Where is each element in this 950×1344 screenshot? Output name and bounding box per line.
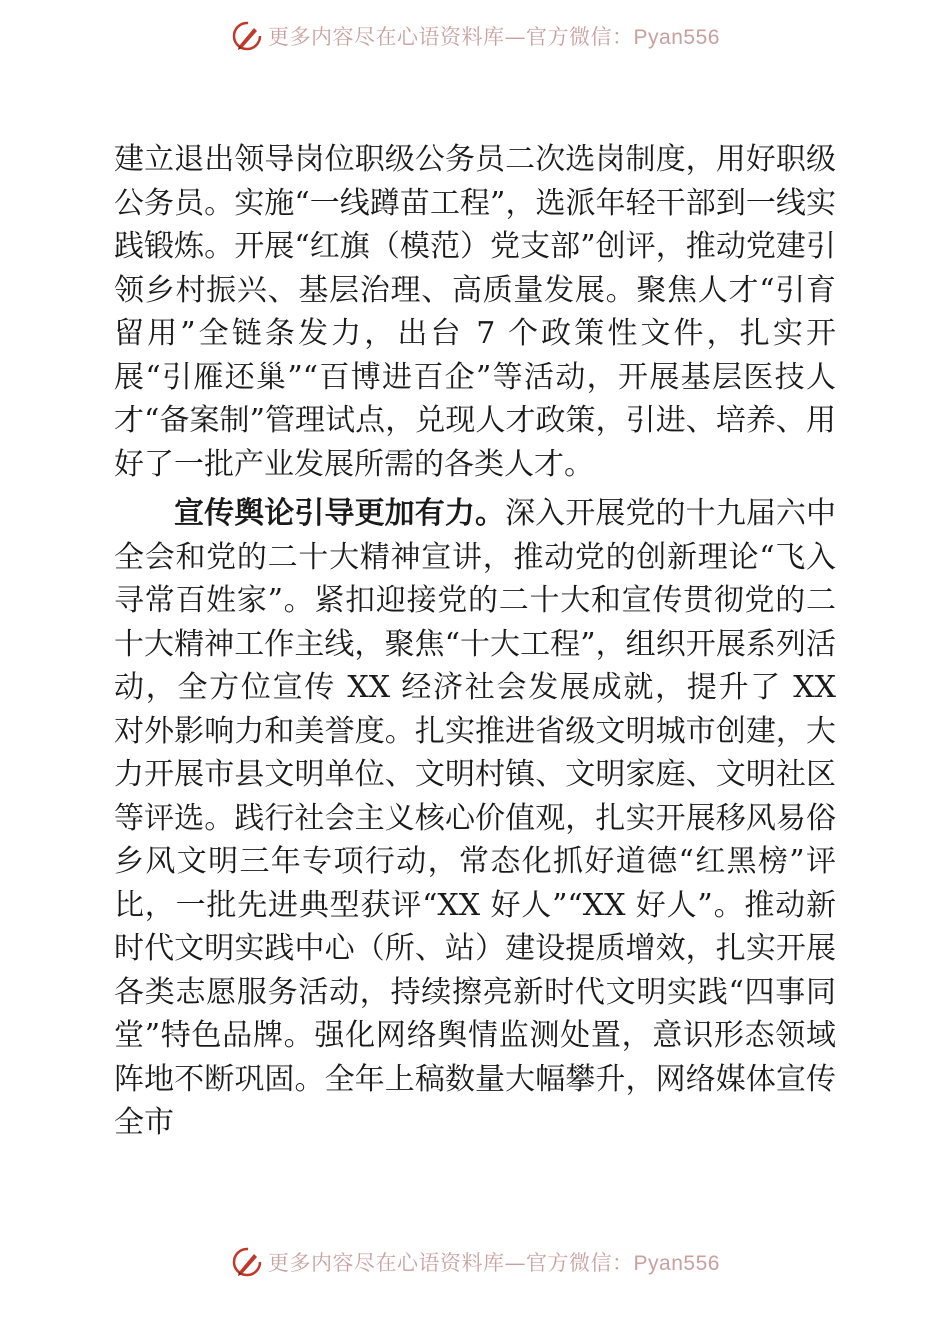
banner-wx-id: Pyan556 [633, 26, 720, 49]
banner-main-text: 更多内容尽在心语资料库 [268, 1251, 505, 1275]
paragraph-2 [114, 492, 836, 1145]
banner-wx-id: Pyan556 [633, 1252, 720, 1275]
banner-text [268, 21, 720, 51]
document-body [114, 138, 836, 1145]
banner-separator: — [504, 25, 527, 49]
red-pen-circle-logo-icon [230, 19, 264, 53]
banner-wx-label: 官方微信： [526, 1251, 634, 1275]
banner-text [268, 1247, 720, 1277]
header-watermark-banner [0, 16, 950, 56]
banner-main-text: 更多内容尽在心语资料库 [268, 25, 505, 49]
footer-watermark-banner [0, 1242, 950, 1282]
paragraph-1: 建立退出领导岗位职级公务员二次选岗制度，用好职级公务员。实施“一线蹲苗工程”，选派年轻干部到一线实践锻炼。开展“红旗（模范）党支部”创评，推动党建引领乡村振兴、基层治理、高质量发展。聚焦人才“引育留用”全链条发力，出台 7 个政策性文件，扎实开展“引雁还巢”“百博进百企”等活动，开展基层医技人才“备案制”管理试点，兑现人才政策，引进、培养、用好了一批产业发展所需的各类人才。 [114, 142, 836, 482]
paragraph-2-lead-heading: 宣传舆论引导更加有力。 [174, 496, 506, 531]
banner-wx-label: 官方微信： [526, 25, 634, 49]
banner-separator: — [504, 1251, 527, 1275]
red-pen-circle-logo-icon [230, 1245, 264, 1279]
paragraph-2-body: 深入开展党的十九届六中全会和党的二十大精神宣讲，推动党的创新理论“飞入寻常百姓家”。紧扣迎接党的二十大和宣传贯彻党的二十大精神工作主线，聚焦“十大工程”，组织开展系列活动，全方位宣传 XX 经济社会发展成就，提升了 XX 对外影响力和美誉度。扎实推进省级文明城市创建，大力开展市县文明单位、文明村镇、文明家庭、文明社区等评选。践行社会主义核心价值观，扎实开展移风易俗乡风文明三年专项行动，常态化抓好道德“红黑榜”评比，一批先进典型获评“XX 好人”“XX 好人”。推动新时代文明实践中心（所、站）建设提质增效，扎实开展各类志愿服务活动，持续擦亮新时代文明实践“四事同堂”特色品牌。强化网络舆情监测处置，意识形态领域阵地不断巩固。全年上稿数量大幅攀升，网络媒体宣传全市 [114, 496, 837, 1140]
